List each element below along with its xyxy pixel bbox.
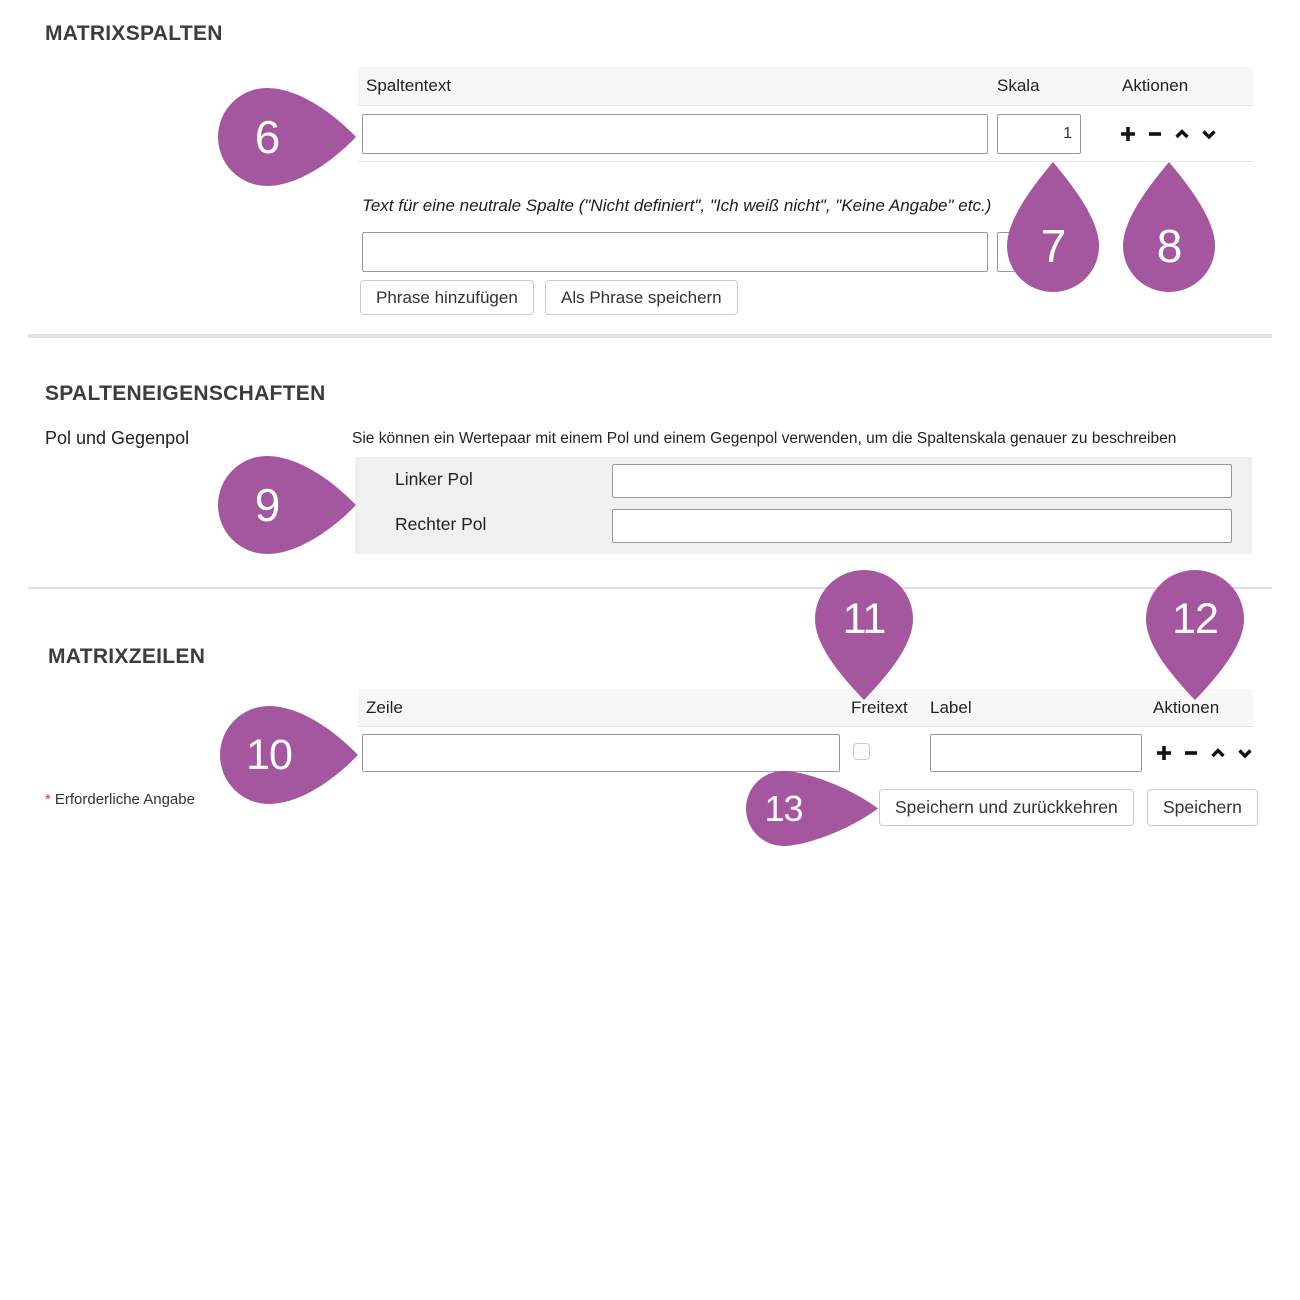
chevron-up-icon[interactable] <box>1173 125 1191 143</box>
pol-gegenpol-description: Sie können ein Wertepaar mit einem Pol und einem Gegenpol verwenden, um die Spaltenskala genauer zu beschreiben <box>352 430 1177 447</box>
annotation-marker-13: 13 <box>746 771 878 846</box>
save-and-return-button[interactable]: Speichern und zurückkehren <box>879 789 1134 826</box>
save-as-phrase-button[interactable]: Als Phrase speichern <box>545 280 738 315</box>
pol-gegenpol-panel <box>355 457 1252 554</box>
column-header-spaltentext: Spaltentext <box>366 76 452 95</box>
annotation-marker-8: 8 <box>1123 162 1215 292</box>
rechter-pol-label: Rechter Pol <box>395 514 487 534</box>
matrixzeilen-table-header <box>358 689 1253 727</box>
freitext-checkbox[interactable] <box>853 743 870 760</box>
chevron-down-icon[interactable] <box>1236 744 1254 762</box>
spalteneigenschaften-heading: SPALTENEIGENSCHAFTEN <box>45 382 326 405</box>
annotation-marker-7: 7 <box>1007 162 1099 292</box>
matrixspalten-table-header <box>358 67 1253 106</box>
chevron-up-icon[interactable] <box>1209 744 1227 762</box>
column-header-aktionen: Aktionen <box>1122 76 1189 95</box>
spaltentext-input[interactable] <box>362 114 988 154</box>
neutral-column-input[interactable] <box>362 232 988 272</box>
annotation-marker-12: 12 <box>1146 570 1244 700</box>
zeile-input[interactable] <box>362 734 840 772</box>
minus-icon[interactable] <box>1146 125 1164 143</box>
annotation-marker-6: 6 <box>218 88 356 186</box>
matrixzeilen-heading: MATRIXZEILEN <box>48 645 206 668</box>
add-phrase-button[interactable]: Phrase hinzufügen <box>360 280 534 315</box>
plus-icon[interactable] <box>1155 744 1173 762</box>
row-actions <box>1155 744 1254 762</box>
save-button[interactable]: Speichern <box>1147 789 1258 826</box>
required-asterisk: * <box>45 791 51 808</box>
pol-gegenpol-label: Pol und Gegenpol <box>45 428 190 448</box>
row-divider <box>358 161 1253 162</box>
minus-icon[interactable] <box>1182 744 1200 762</box>
chevron-down-icon[interactable] <box>1200 125 1218 143</box>
label-input[interactable] <box>930 734 1142 772</box>
section-divider <box>28 334 1272 338</box>
linker-pol-label: Linker Pol <box>395 469 473 489</box>
rechter-pol-input[interactable] <box>612 509 1232 543</box>
column-header-skala: Skala <box>997 76 1040 95</box>
column-header-zeile: Zeile <box>366 698 403 717</box>
matrixspalten-heading: MATRIXSPALTEN <box>45 22 223 45</box>
section-divider <box>28 587 1272 589</box>
annotation-marker-9: 9 <box>218 456 356 554</box>
annotation-marker-11: 11 <box>815 570 913 700</box>
linker-pol-input[interactable] <box>612 464 1232 498</box>
column-header-label: Label <box>930 698 972 717</box>
column-header-freitext: Freitext <box>851 698 908 717</box>
column-actions <box>1119 125 1218 143</box>
column-header-aktionen: Aktionen <box>1153 698 1220 717</box>
required-note-text: Erforderliche Angabe <box>54 791 195 808</box>
neutral-column-hint: Text für eine neutrale Spalte ("Nicht definiert", "Ich weiß nicht", "Keine Angabe" etc.) <box>362 196 992 215</box>
skala-input[interactable] <box>997 114 1081 154</box>
plus-icon[interactable] <box>1119 125 1137 143</box>
required-note <box>45 791 195 808</box>
annotation-marker-10: 10 <box>220 706 358 804</box>
